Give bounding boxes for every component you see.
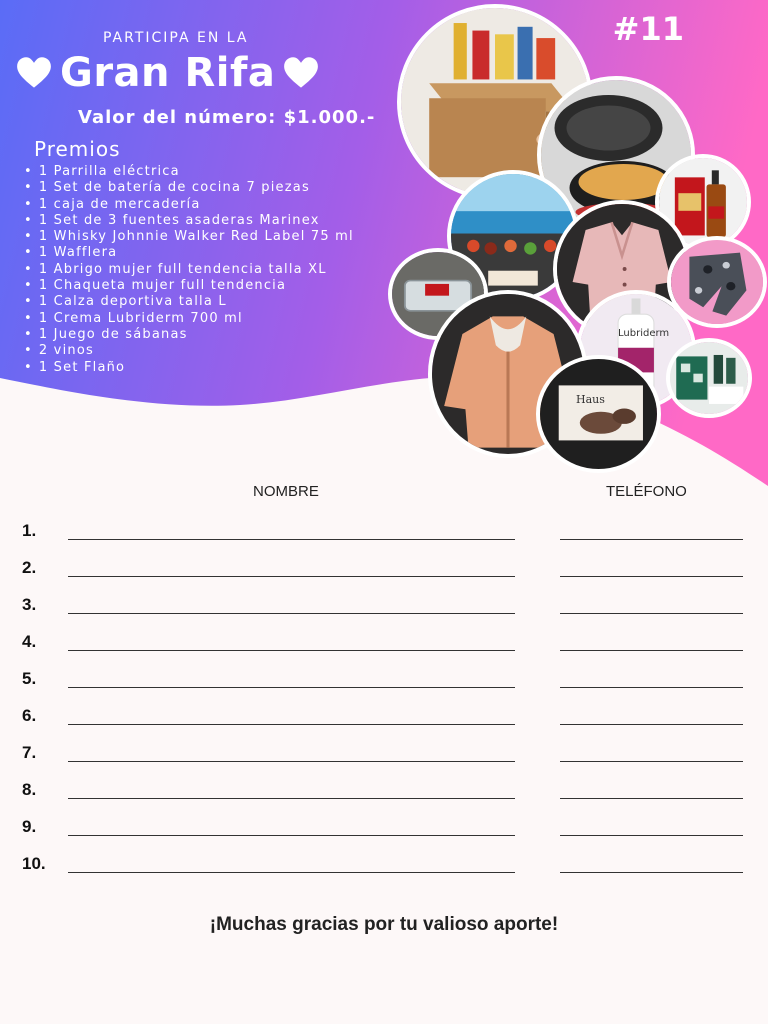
- photo-cookware-set: [536, 355, 661, 473]
- phone-line[interactable]: [560, 872, 743, 873]
- row-number: 4.: [22, 632, 37, 651]
- form-row: [0, 854, 768, 878]
- prize-item: • 1 Wafflera: [24, 245, 354, 261]
- phone-column-header: TELÉFONO: [606, 483, 687, 500]
- phone-line[interactable]: [560, 576, 743, 577]
- prize-item: • 1 Whisky Johnnie Walker Red Label 75 ml: [24, 229, 354, 245]
- name-line[interactable]: [68, 872, 515, 873]
- name-line[interactable]: [68, 835, 515, 836]
- prize-item: • 1 Calza deportiva talla L: [24, 294, 354, 310]
- phone-line[interactable]: [560, 835, 743, 836]
- heart-icon: [16, 55, 52, 91]
- phone-line[interactable]: [560, 798, 743, 799]
- name-line[interactable]: [68, 761, 515, 762]
- lubriderm-label: Lubriderm: [618, 328, 670, 339]
- form-row: [0, 706, 768, 730]
- row-number: 3.: [22, 595, 37, 614]
- prize-item: • 2 vinos: [24, 343, 354, 359]
- title-row: [16, 50, 319, 96]
- form-row: [0, 595, 768, 619]
- prize-item: • 1 Set de 3 fuentes asaderas Marinex: [24, 213, 354, 229]
- prize-item: • 1 Crema Lubriderm 700 ml: [24, 311, 354, 327]
- name-line[interactable]: [68, 687, 515, 688]
- thanks-message: ¡Muchas gracias por tu valioso aporte!: [209, 914, 559, 935]
- form-row: [0, 780, 768, 804]
- row-number: 2.: [22, 558, 37, 577]
- form-row: [0, 669, 768, 693]
- phone-line[interactable]: [560, 539, 743, 540]
- prize-list: [24, 164, 354, 376]
- name-line[interactable]: [68, 539, 515, 540]
- form-row: [0, 817, 768, 841]
- prize-item: • 1 Juego de sábanas: [24, 327, 354, 343]
- prize-item: • 1 Chaqueta mujer full tendencia: [24, 278, 354, 294]
- name-line[interactable]: [68, 798, 515, 799]
- row-number: 8.: [22, 780, 37, 799]
- name-line[interactable]: [68, 650, 515, 651]
- row-number: 10.: [22, 854, 46, 873]
- row-number: 7.: [22, 743, 37, 762]
- row-number: 5.: [22, 669, 37, 688]
- form-row: [0, 632, 768, 656]
- phone-line[interactable]: [560, 687, 743, 688]
- prize-item: • 1 Set de batería de cocina 7 piezas: [24, 180, 354, 196]
- name-line[interactable]: [68, 576, 515, 577]
- form-row: [0, 743, 768, 767]
- prize-item: • 1 Parrilla eléctrica: [24, 164, 354, 180]
- row-number: 1.: [22, 521, 37, 540]
- prize-item: • 1 Abrigo mujer full tendencia talla XL: [24, 262, 354, 278]
- haus-label: Haus: [576, 393, 605, 406]
- phone-line[interactable]: [560, 613, 743, 614]
- prize-item: • 1 Set Flaño: [24, 360, 354, 376]
- name-column-header: NOMBRE: [253, 483, 319, 500]
- name-line[interactable]: [68, 724, 515, 725]
- form-row: [0, 558, 768, 582]
- page-title: Gran Rifa: [60, 50, 276, 96]
- prizes-heading: Premios: [34, 137, 121, 161]
- subtitle: PARTICIPA EN LA: [103, 30, 249, 46]
- row-number: 6.: [22, 706, 37, 725]
- ticket-number: #11: [612, 10, 684, 48]
- row-number: 9.: [22, 817, 37, 836]
- phone-line[interactable]: [560, 761, 743, 762]
- heart-icon: [283, 55, 319, 91]
- phone-line[interactable]: [560, 724, 743, 725]
- prize-item: • 1 caja de mercadería: [24, 197, 354, 213]
- name-line[interactable]: [68, 613, 515, 614]
- ticket-price: Valor del número: $1.000.-: [78, 107, 376, 128]
- phone-line[interactable]: [560, 650, 743, 651]
- photo-bed-sheets-set: [666, 338, 752, 418]
- form-row: [0, 521, 768, 545]
